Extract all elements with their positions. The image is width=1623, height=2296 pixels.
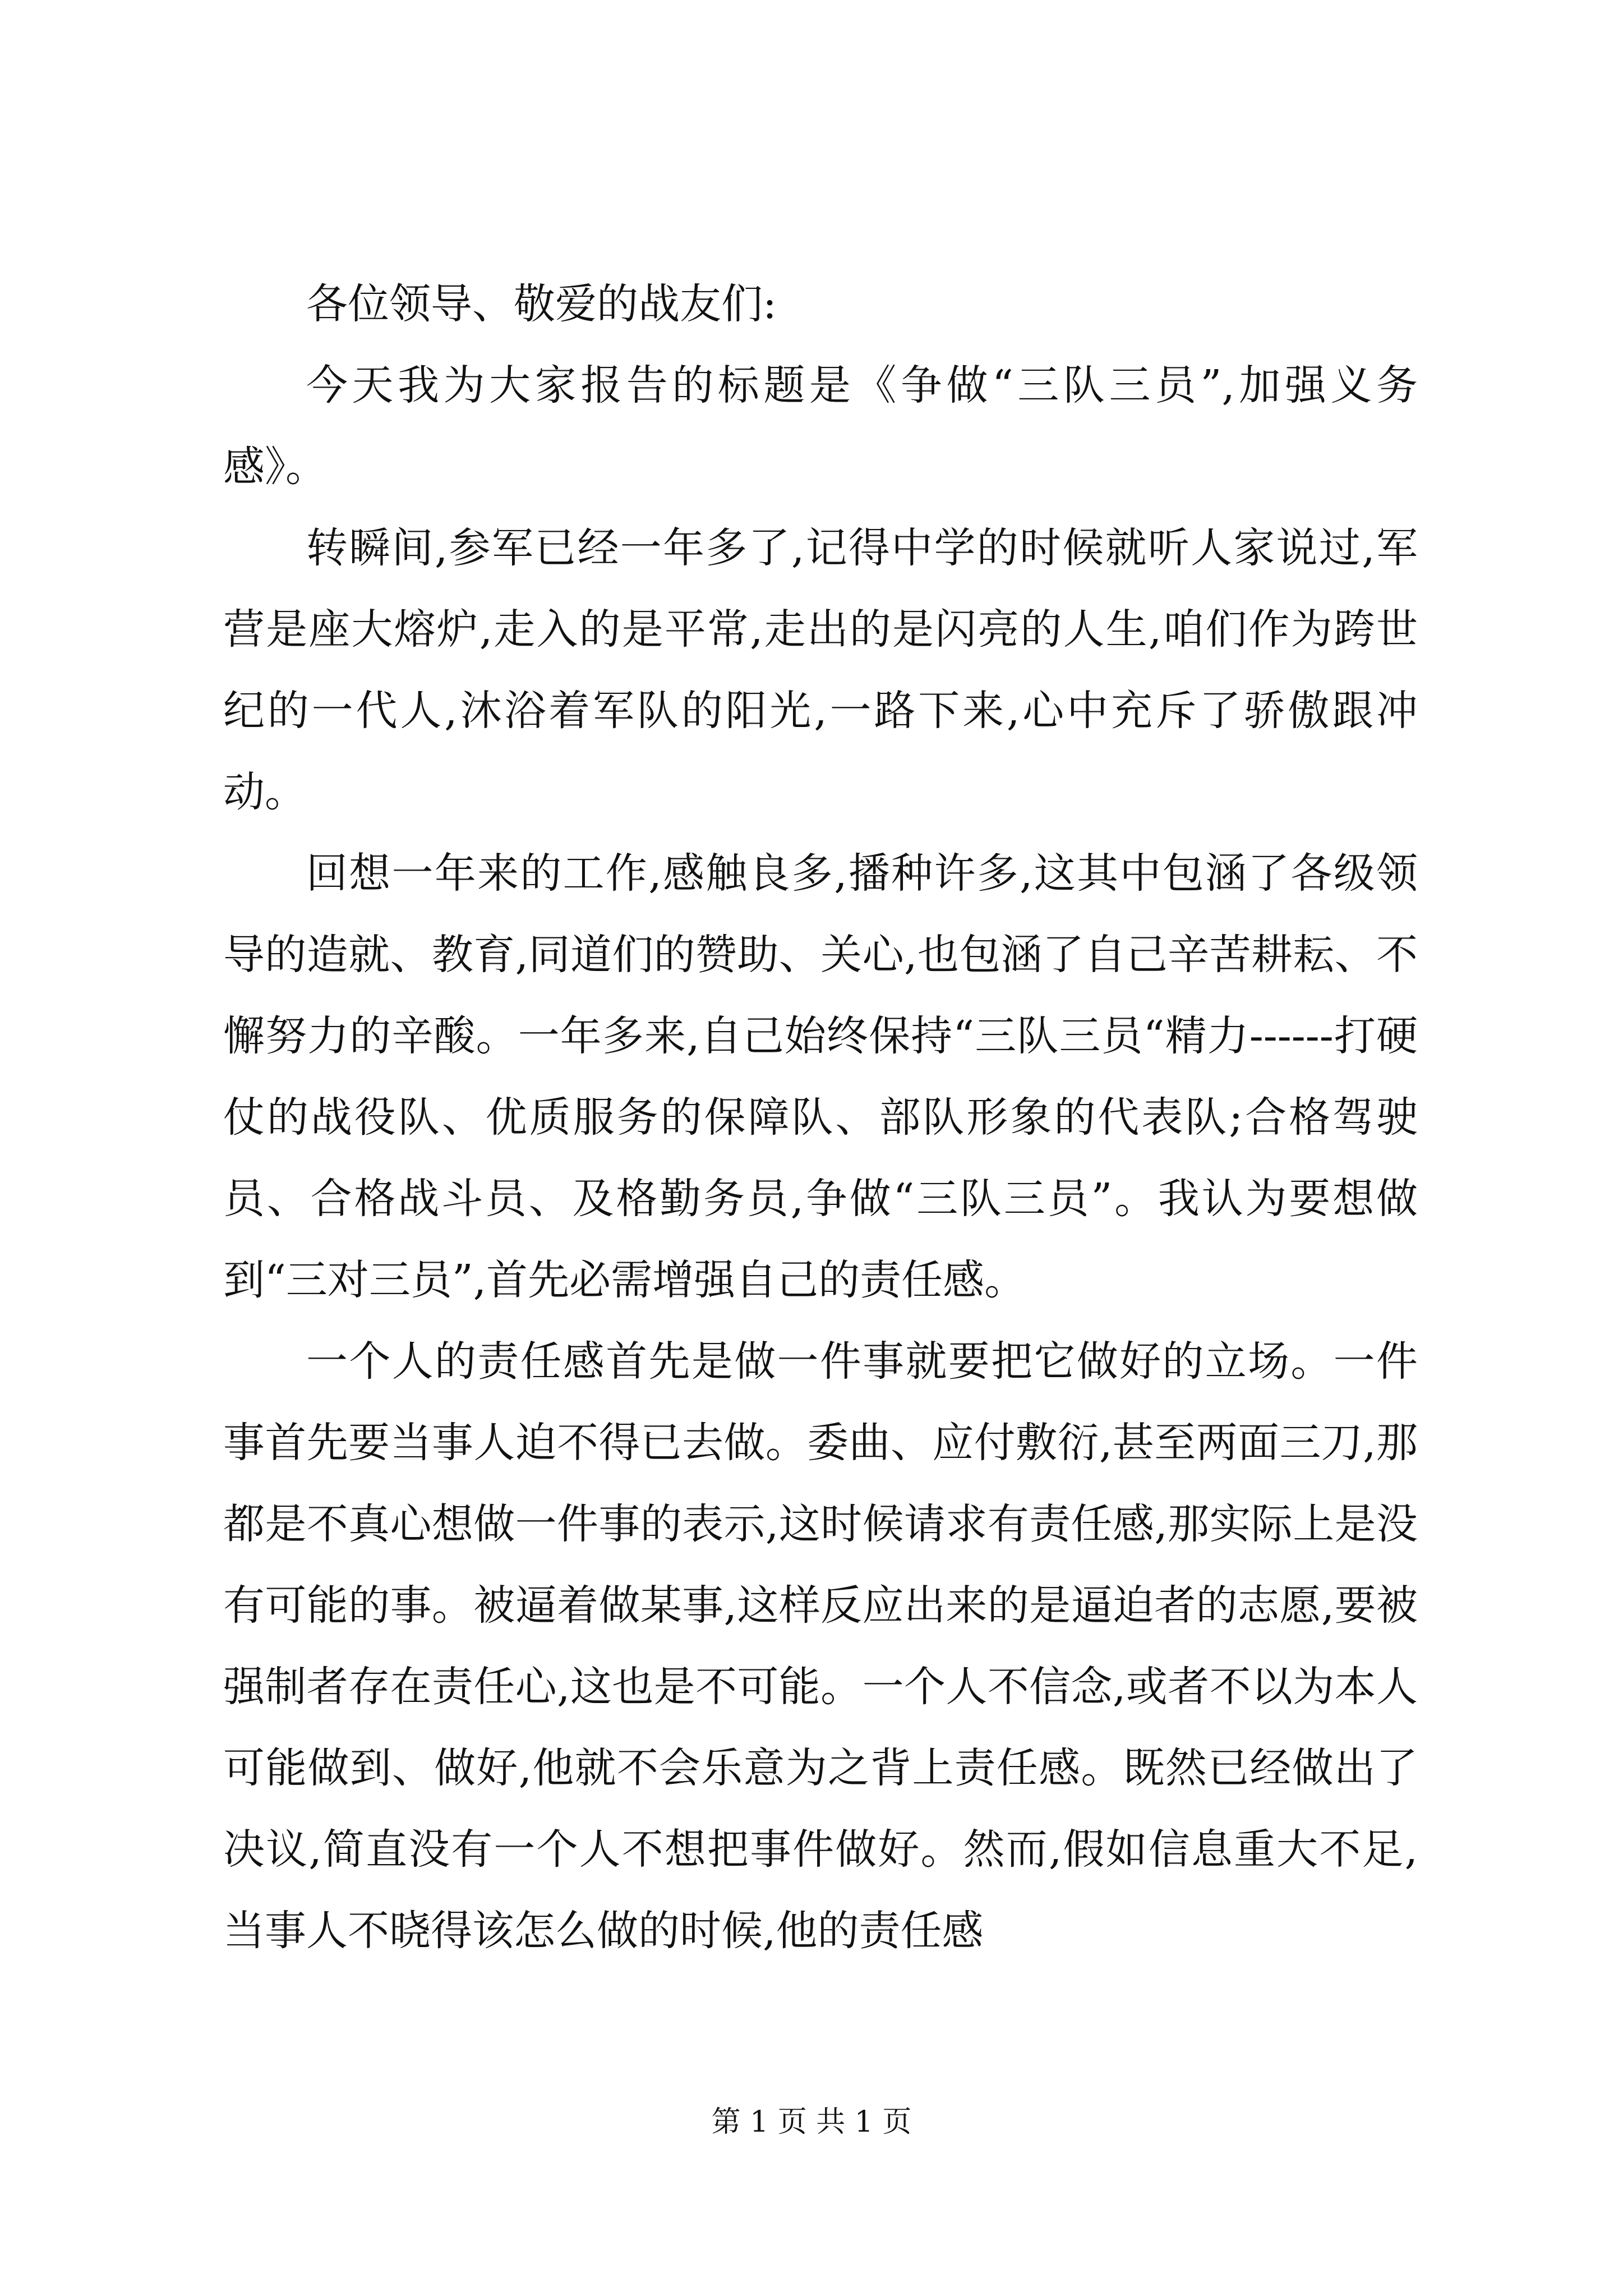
paragraph-title-intro: 今天我为大家报告的标题是《争做“三队三员”,加强义务感》。 [223,361,1418,491]
paragraph-year-review: 回想一年来的工作,感触良多,播种许多,这其中包涵了各级领导的造就、教育,同道们的赞助、关心,也包涵了自己辛苦耕耘、不懈努力的辛酸。一年多来,自己始终保持“三队三员“精力------打硬仗的战役队、优质服务的保障队、部队形象的代表队;合格驾驶员、合格战斗员、及格勤务员,争做“三队三员”。我认为要想做到“三对三员”,首先必需增强自己的责任感。 [223,849,1418,1304]
paragraph-salutation: 各位领导、敬爱的战友们: [306,280,777,328]
document-body [223,264,1418,1972]
paragraph-army-life: 转瞬间,参军已经一年多了,记得中学的时候就听人家说过,军营是座大熔炉,走入的是平常,走出的是闪亮的人生,咱们作为跨世纪的一代人,沐浴着军队的阳光,一路下来,心中充斥了骄傲跟冲动。 [223,524,1418,816]
paragraph-responsibility: 一个人的责任感首先是做一件事就要把它做好的立场。一件事首先要当事人迫不得已去做。委曲、应付敷衍,甚至两面三刀,那都是不真心想做一件事的表示,这时候请求有责任感,那实际上是没有可能的事。被逼着做某事,这样反应出来的是逼迫者的志愿,要被强制者存在责任心,这也是不可能。一个人不信念,或者不以为本人可能做到、做好,他就不会乐意为之背上责任感。既然已经做出了决议,简直没有一个人不想把事件做好。然而,假如信息重大不足,当事人不晓得该怎么做的时候,他的责任感 [223,1337,1418,1955]
page-footer: 第 1 页 共 1 页 [711,2105,912,2139]
